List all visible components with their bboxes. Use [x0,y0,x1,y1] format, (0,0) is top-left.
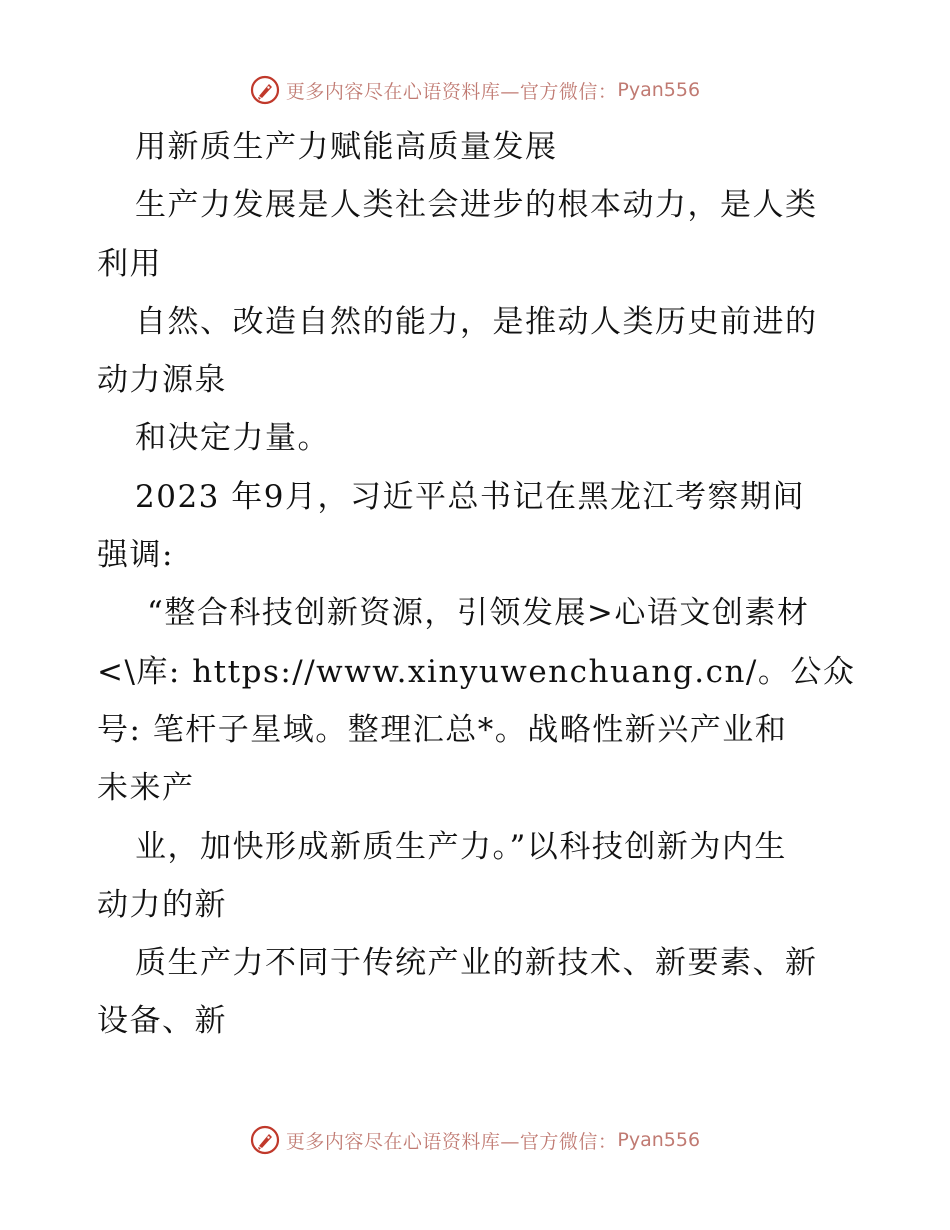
paragraph-line: 质生产力不同于传统产业的新技术、新要素、新 [135,945,818,982]
paragraph-line: <\库: https://www.xinyuwenchuang.cn/。公众 [97,653,856,690]
document-body [97,118,857,1051]
paragraph-line: 利用 [97,245,162,282]
paragraph-line: 和决定力量。 [135,420,330,457]
header-brand-text: 更多内容尽在心语资料库—官方微信： [285,80,618,103]
page-footer-watermark [0,1120,950,1160]
paragraph-line: 业，加快形成新质生产力。”以科技创新为内生 [135,828,787,865]
paragraph-line: 号: 笔杆子星域。整理汇总*。战略性新兴产业和 [97,711,788,748]
pen-nib-logo-icon [250,1125,280,1155]
paragraph-line: 未来产 [97,770,195,807]
paragraph-line: 强调: [97,537,174,574]
footer-wechat-id: Pyan556 [617,1129,701,1151]
paragraph-line: 动力源泉 [97,362,227,399]
paragraph-line: 生产力发展是人类社会进步的根本动力，是人类 [135,187,818,224]
pen-nib-logo-icon [250,75,280,105]
paragraph-line: 动力的新 [97,886,227,923]
paragraph-line: 2023 年9月，习近平总书记在黑龙江考察期间 [135,478,805,515]
page-header-watermark [0,70,950,110]
paragraph-line: 设备、新 [97,1003,227,1040]
document-title: 用新质生产力赋能高质量发展 [135,129,558,165]
paragraph-line: 自然、改造自然的能力，是推动人类历史前进的 [135,303,818,340]
header-wechat-id: Pyan556 [617,79,701,101]
footer-brand-text: 更多内容尽在心语资料库—官方微信： [285,1130,618,1153]
paragraph-line: “整合科技创新资源，引领发展>心语文创素材 [147,595,810,632]
